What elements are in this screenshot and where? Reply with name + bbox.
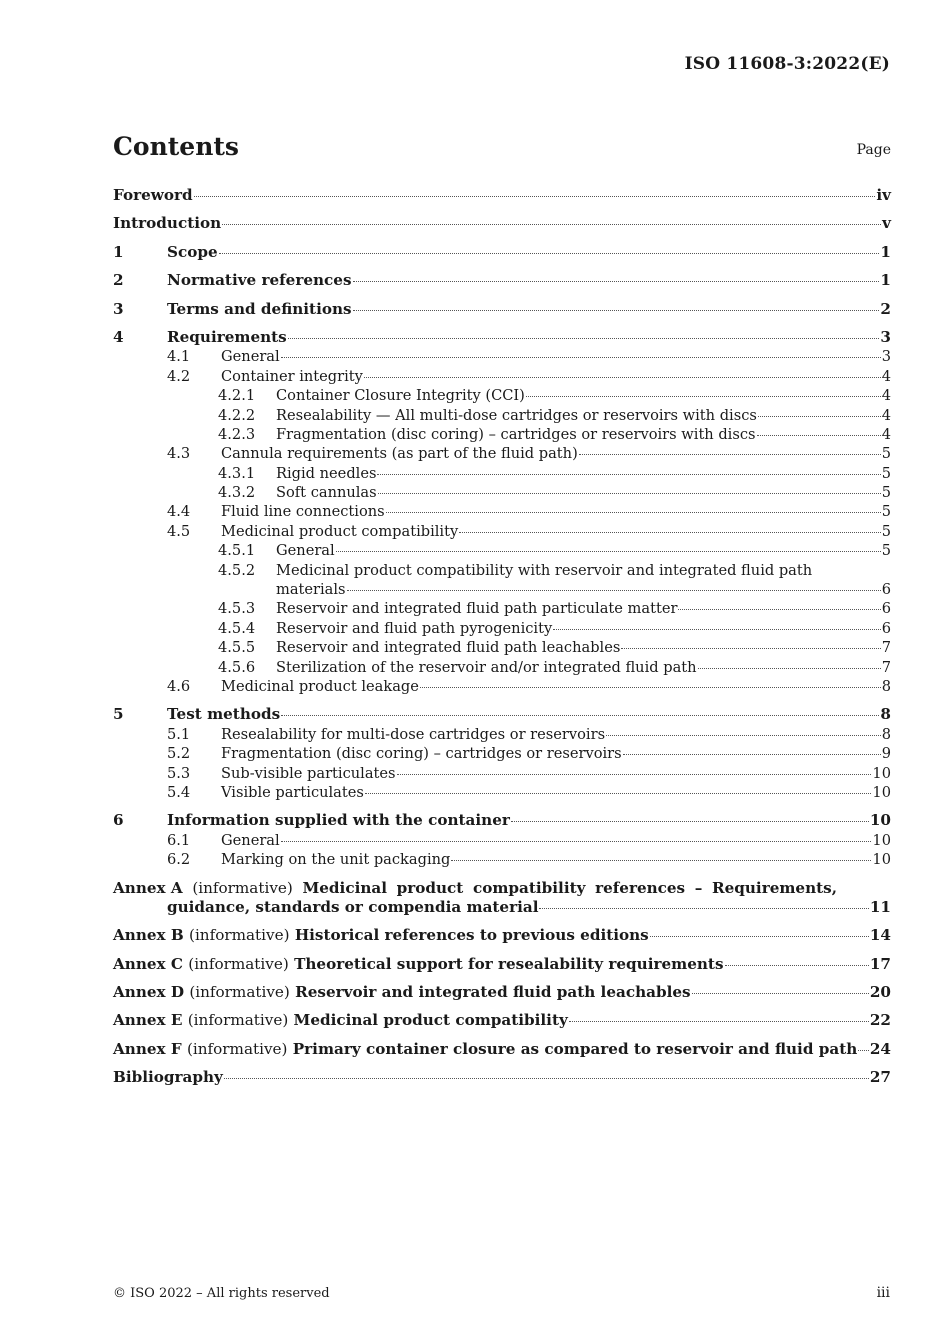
- annex-informative: (informative): [189, 926, 290, 945]
- toc-entry-6[interactable]: [113, 811, 891, 830]
- toc-entry-page: 20: [869, 983, 891, 1002]
- toc-entry-page: 7: [881, 639, 891, 657]
- leader-dots: [526, 396, 881, 397]
- toc-entry-page: 10: [872, 851, 891, 869]
- annex-label: Annex C: [113, 954, 183, 973]
- leader-dots: [569, 1021, 869, 1022]
- toc-entry-page: 10: [869, 811, 891, 830]
- toc-entry-number: 4.4: [167, 503, 191, 521]
- toc-entry-title: Introduction: [113, 214, 222, 233]
- toc-entry-page: 3: [880, 327, 891, 346]
- toc-entry-title: Marking on the unit packaging: [221, 851, 451, 869]
- toc-entry-title: Medicinal product compatibility with reservoir and integrated fluid path: [276, 561, 813, 579]
- toc-entry-page: 6: [881, 581, 891, 599]
- toc-entry-5-1[interactable]: [113, 725, 891, 744]
- toc-entry-4-3[interactable]: [113, 444, 891, 463]
- toc-entry-page: 5: [881, 503, 891, 521]
- toc-entry-page: 24: [869, 1039, 891, 1058]
- footer-page-number: iii: [876, 1285, 890, 1301]
- annex-label: Annex B: [113, 926, 184, 945]
- page-column-label: Page: [856, 142, 891, 158]
- leader-dots: [281, 357, 881, 358]
- toc-entry-title: Fragmentation (disc coring) – cartridges or reservoirs: [221, 745, 622, 763]
- toc-entry-page: 5: [881, 464, 891, 482]
- toc-entry-title: Reservoir and integrated fluid path leachables: [276, 639, 621, 657]
- toc-entry-4-2-3[interactable]: [113, 425, 891, 444]
- annex-label: Annex D: [113, 983, 185, 1002]
- toc-entry-4-5-4[interactable]: [113, 619, 891, 638]
- annex-title: Primary container closure as compared to reservoir and fluid path: [292, 1039, 858, 1058]
- toc-entry-title: Foreword: [113, 186, 193, 204]
- annex-title-word: –: [694, 878, 703, 897]
- toc-entry-page: 8: [881, 725, 891, 743]
- toc-entry-annex-a-continued[interactable]: [113, 898, 891, 917]
- toc-entry-page: 2: [880, 299, 891, 318]
- leader-dots: [194, 196, 876, 197]
- leader-dots: [451, 860, 871, 861]
- toc-entry-annex-b[interactable]: [113, 926, 891, 945]
- leader-dots: [224, 1078, 869, 1079]
- toc-entry-page: iv: [876, 186, 891, 204]
- toc-entry-number: 4.5.4: [218, 619, 256, 637]
- toc-entry-title: Medicinal product compatibility: [221, 522, 459, 540]
- document-id: ISO 11608-3:2022(E): [684, 54, 890, 74]
- toc-entry-bibliography[interactable]: [113, 1068, 891, 1087]
- toc-entry-title: Sterilization of the reservoir and/or integrated fluid path: [276, 658, 697, 676]
- toc-entry-annex-c[interactable]: [113, 955, 891, 974]
- toc-entry-page: 5: [881, 522, 891, 540]
- toc-entry-title: Terms and definitions: [167, 299, 352, 318]
- toc-entry-page: 10: [872, 783, 891, 801]
- toc-entry-page: 11: [869, 897, 891, 916]
- toc-entry-4-5-3[interactable]: [113, 599, 891, 618]
- toc-entry-title: Visible particulates: [221, 783, 364, 801]
- toc-entry-title: Normative references: [167, 271, 352, 290]
- toc-entry-number: 4.3.1: [218, 464, 256, 482]
- toc-entry-title: General: [276, 542, 335, 560]
- leader-dots: [692, 993, 869, 994]
- toc-entry-number: 4: [113, 327, 124, 346]
- leader-dots: [579, 454, 881, 455]
- toc-entry-number: 4.5: [167, 522, 191, 540]
- toc-entry-5-2[interactable]: [113, 744, 891, 763]
- toc-entry-title: General: [221, 348, 280, 366]
- leader-dots: [222, 224, 881, 225]
- toc-entry-page: 8: [881, 677, 891, 695]
- annex-informative: (informative): [187, 1011, 289, 1030]
- toc-entry-4-1[interactable]: [113, 347, 891, 366]
- leader-dots: [353, 281, 880, 282]
- toc-entry-number: 4.2.3: [218, 425, 256, 443]
- annex-a-first-line: [113, 879, 837, 898]
- leader-dots: [678, 609, 880, 610]
- toc-entry-5-3[interactable]: [113, 764, 891, 783]
- toc-entry-page: 17: [869, 954, 891, 973]
- toc-entry-number: 5.2: [167, 745, 191, 763]
- toc-entry-1[interactable]: [113, 243, 891, 262]
- leader-dots: [623, 754, 881, 755]
- toc-entry-number: 5.4: [167, 783, 191, 801]
- toc-entry-number: 4.5.3: [218, 600, 256, 618]
- toc-entry-number: 4.2: [167, 367, 191, 385]
- toc-entry-4-3-1[interactable]: [113, 464, 891, 483]
- toc-entry-annex-f[interactable]: [113, 1040, 891, 1059]
- toc-entry-page: 9: [881, 745, 891, 763]
- leader-dots: [378, 493, 881, 494]
- toc-entry-title: Container Closure Integrity (CCI): [276, 387, 525, 405]
- toc-entry-4-2[interactable]: [113, 367, 891, 386]
- leader-dots: [219, 253, 880, 254]
- toc-entry-number: 5: [113, 705, 124, 724]
- annex-informative: (informative): [188, 954, 289, 973]
- toc-entry-title: Rigid needles: [276, 464, 377, 482]
- toc-entry-4-5-1[interactable]: [113, 541, 891, 560]
- toc-entry-2[interactable]: [113, 271, 891, 290]
- leader-dots: [347, 590, 881, 591]
- annex-title-word: Requirements,: [711, 878, 837, 897]
- toc-entry-title-continued: materials: [276, 581, 346, 599]
- annex-title-word: Medicinal: [302, 878, 387, 897]
- leader-dots: [288, 338, 880, 339]
- toc-entry-6-2[interactable]: [113, 850, 891, 869]
- leader-dots: [364, 377, 881, 378]
- annex-title: Medicinal product compatibility: [293, 1011, 568, 1030]
- toc-entry-page: 4: [881, 425, 891, 443]
- toc-entry-page: 1: [880, 271, 891, 290]
- toc-entry-number: 6: [113, 811, 124, 830]
- leader-dots: [553, 629, 881, 630]
- toc-entry-5[interactable]: [113, 705, 891, 724]
- toc-entry-introduction[interactable]: [113, 214, 891, 233]
- toc-entry-annex-d[interactable]: [113, 983, 891, 1002]
- toc-entry-number: 4.3: [167, 445, 191, 463]
- toc-entry-number: 3: [113, 299, 124, 318]
- toc-entry-title: Resealability — All multi-dose cartridges or reservoirs with discs: [276, 406, 757, 424]
- toc-entry-4-5-6[interactable]: [113, 658, 891, 677]
- leader-dots: [725, 965, 869, 966]
- annex-title-word: references: [595, 878, 686, 897]
- toc-entry-number: 1: [113, 242, 124, 261]
- toc-entry-number: 4.5.5: [218, 639, 256, 657]
- toc-entry-4-5[interactable]: [113, 522, 891, 541]
- toc-entry-title: Scope: [167, 242, 218, 261]
- leader-dots: [336, 551, 881, 552]
- leader-dots: [420, 687, 881, 688]
- toc-entry-title: Sub-visible particulates: [221, 764, 396, 782]
- toc-entry-number: 4.1: [167, 348, 191, 366]
- toc-entry-page: 27: [869, 1068, 891, 1087]
- toc-entry-page: 10: [872, 831, 891, 849]
- toc-entry-number: 4.2.1: [218, 387, 256, 405]
- toc-entry-annex-e[interactable]: [113, 1011, 891, 1030]
- toc-entry-title: Reservoir and fluid path pyrogenicity: [276, 619, 553, 637]
- toc-entry-number: 5.3: [167, 764, 191, 782]
- toc-entry-page: 3: [881, 348, 891, 366]
- leader-dots: [757, 435, 881, 436]
- toc-entry-page: 8: [880, 705, 891, 724]
- toc-entry-number: 2: [113, 271, 124, 290]
- leader-dots: [377, 474, 880, 475]
- leader-dots: [386, 512, 881, 513]
- toc-entry-title: Resealability for multi-dose cartridges or reservoirs: [221, 725, 606, 743]
- toc-entry-5-4[interactable]: [113, 783, 891, 802]
- leader-dots: [650, 936, 869, 937]
- leader-dots: [606, 735, 881, 736]
- toc-entry-4-5-5[interactable]: [113, 638, 891, 657]
- annex-label: Annex E: [113, 1011, 183, 1030]
- table-of-contents: [113, 186, 891, 1088]
- annex-label: Annex A: [113, 878, 183, 897]
- toc-entry-4[interactable]: [113, 328, 891, 347]
- toc-entry-page: 14: [869, 926, 891, 945]
- toc-entry-title: Fluid line connections: [221, 503, 385, 521]
- leader-dots: [397, 774, 872, 775]
- toc-entry-page: 10: [872, 764, 891, 782]
- toc-entry-number: 4.6: [167, 677, 191, 695]
- annex-informative: (informative): [189, 983, 290, 1002]
- toc-entry-title: Reservoir and integrated fluid path particulate matter: [276, 600, 678, 618]
- annex-title-word: product: [396, 878, 464, 897]
- toc-entry-title: Cannula requirements (as part of the fluid path): [221, 445, 578, 463]
- leader-dots: [511, 821, 869, 822]
- toc-entry-4-5-2[interactable]: [113, 561, 891, 580]
- toc-entry-title: Medicinal product leakage: [221, 677, 419, 695]
- toc-entry-title: Requirements: [167, 327, 287, 346]
- leader-dots: [281, 715, 879, 716]
- toc-entry-3[interactable]: [113, 300, 891, 319]
- toc-entry-4-5-2-continued[interactable]: [113, 580, 891, 599]
- toc-entry-page: v: [882, 214, 891, 233]
- annex-informative: (informative): [186, 1039, 288, 1058]
- leader-dots: [353, 310, 880, 311]
- toc-entry-page: 4: [881, 367, 891, 385]
- page-title: Contents: [113, 132, 240, 161]
- toc-entry-page: 4: [881, 406, 891, 424]
- toc-entry-title: Information supplied with the container: [167, 811, 510, 830]
- annex-title: Historical references to previous editions: [294, 926, 649, 945]
- annex-label: Annex F: [113, 1039, 182, 1058]
- leader-dots: [758, 416, 881, 417]
- toc-entry-page: 4: [881, 387, 891, 405]
- toc-entry-annex-a[interactable]: [113, 879, 891, 898]
- leader-dots: [858, 1050, 869, 1051]
- toc-entry-page: 1: [880, 242, 891, 261]
- leader-dots: [281, 841, 872, 842]
- toc-entry-page: 7: [881, 658, 891, 676]
- toc-entry-number: 4.2.2: [218, 406, 256, 424]
- toc-entry-page: 6: [881, 600, 891, 618]
- toc-entry-number: 5.1: [167, 725, 191, 743]
- annex-title-word: compatibility: [472, 878, 586, 897]
- toc-entry-title: General: [221, 831, 280, 849]
- annex-informative: (informative): [192, 878, 293, 897]
- toc-entry-number: 6.1: [167, 831, 191, 849]
- toc-entry-title: Container integrity: [221, 367, 363, 385]
- toc-entry-4-2-2[interactable]: [113, 406, 891, 425]
- annex-title: Reservoir and integrated fluid path leachables: [295, 983, 691, 1002]
- leader-dots: [539, 908, 868, 909]
- toc-entry-foreword[interactable]: [113, 186, 891, 205]
- toc-entry-4-3-2[interactable]: [113, 483, 891, 502]
- toc-entry-number: 4.5.2: [218, 561, 256, 579]
- toc-entry-page: 5: [881, 542, 891, 560]
- toc-entry-number: 4.3.2: [218, 484, 256, 502]
- annex-title: Theoretical support for resealability requirements: [294, 954, 724, 973]
- toc-entry-6-1[interactable]: [113, 831, 891, 850]
- toc-entry-page: 6: [881, 619, 891, 637]
- toc-entry-number: 4.5.6: [218, 658, 256, 676]
- toc-entry-4-4[interactable]: [113, 502, 891, 521]
- footer-copyright: © ISO 2022 – All rights reserved: [113, 1286, 330, 1301]
- toc-entry-title: Fragmentation (disc coring) – cartridges or reservoirs with discs: [276, 425, 756, 443]
- toc-entry-number: 4.5.1: [218, 542, 256, 560]
- leader-dots: [459, 532, 881, 533]
- toc-entry-page: 5: [881, 445, 891, 463]
- toc-entry-number: 6.2: [167, 851, 191, 869]
- toc-entry-title: Test methods: [167, 705, 281, 724]
- leader-dots: [365, 793, 872, 794]
- toc-entry-title: Bibliography: [113, 1068, 223, 1087]
- annex-title-continued: guidance, standards or compendia material: [167, 897, 539, 916]
- toc-entry-4-2-1[interactable]: [113, 386, 891, 405]
- toc-entry-4-6[interactable]: [113, 677, 891, 696]
- leader-dots: [698, 668, 881, 669]
- toc-entry-page: 5: [881, 484, 891, 502]
- toc-entry-title: Soft cannulas: [276, 484, 377, 502]
- toc-entry-page: 22: [869, 1011, 891, 1030]
- leader-dots: [621, 648, 880, 649]
